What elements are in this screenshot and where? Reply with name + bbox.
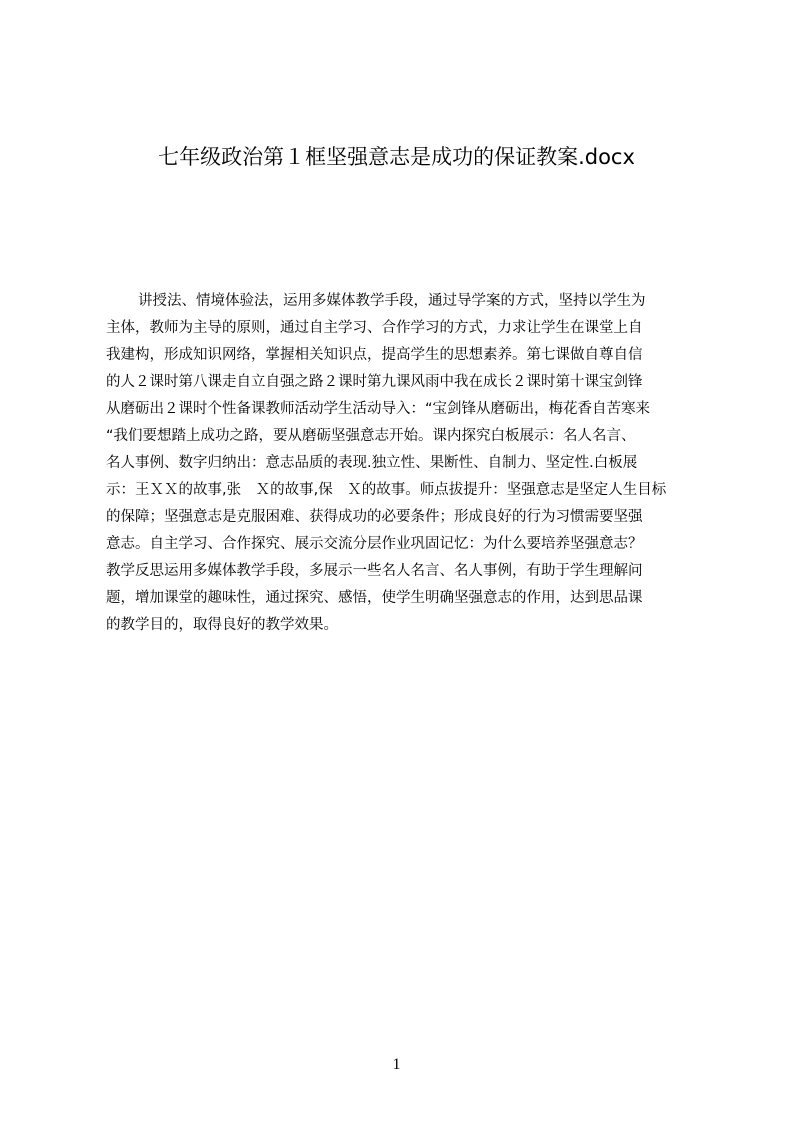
- body-line: 的教学目的，取得良好的教学效果。: [106, 617, 338, 633]
- body-line: 教学反思运用多媒体教学手段，多展示一些名人名言、名人事例，有助于学生理解问: [106, 563, 643, 579]
- document-body: [106, 288, 702, 639]
- body-line: 讲授法、情境体验法，运用多媒体教学手段，通过导学案的方式，坚持以学生为: [138, 293, 646, 309]
- body-line: 从磨砺出２课时个性备课教师活动学生活动导入：“宝剑锋从磨砺出，梅花香自苦寒来: [106, 401, 651, 417]
- page-number: 1: [392, 1056, 401, 1073]
- body-line: 的人２课时第八课走自立自强之路２课时第九课风雨中我在成长２课时第十课宝剑锋: [106, 374, 643, 390]
- body-line: 示：王ＸＸ的故事,张 Ｘ的故事,保 Ｘ的故事。师点拔提升：坚强意志是坚定人生目标: [106, 482, 667, 498]
- body-line: “我们要想踏上成功之路，要从磨砺坚强意志开始。课内探究白板展示：名人名言、: [106, 428, 636, 444]
- body-line: 题，增加课堂的趣味性，通过探究、感悟，使学生明确坚强意志的作用，达到思品课: [106, 590, 643, 606]
- body-line: 名人事例、数字归纳出：意志品质的表现.独立性、果断性、自制力、坚定性.白板展: [106, 455, 638, 471]
- body-line: 意志。自主学习、合作探究、展示交流分层作业巩固记忆：为什么要培养坚强意志？: [106, 536, 643, 552]
- body-line: 的保障；坚强意志是克服困难、获得成功的必要条件；形成良好的行为习惯需要坚强: [106, 509, 643, 525]
- body-line: 我建构，形成知识网络，掌握相关知识点，提高学生的思想素养。第七课做自尊自信: [106, 347, 643, 363]
- document-title: 七年级政治第１框坚强意志是成功的保证教案.docx: [158, 145, 635, 169]
- body-line: 主体，教师为主导的原则，通过自主学习、合作学习的方式，力求让学生在课堂上自: [106, 320, 643, 336]
